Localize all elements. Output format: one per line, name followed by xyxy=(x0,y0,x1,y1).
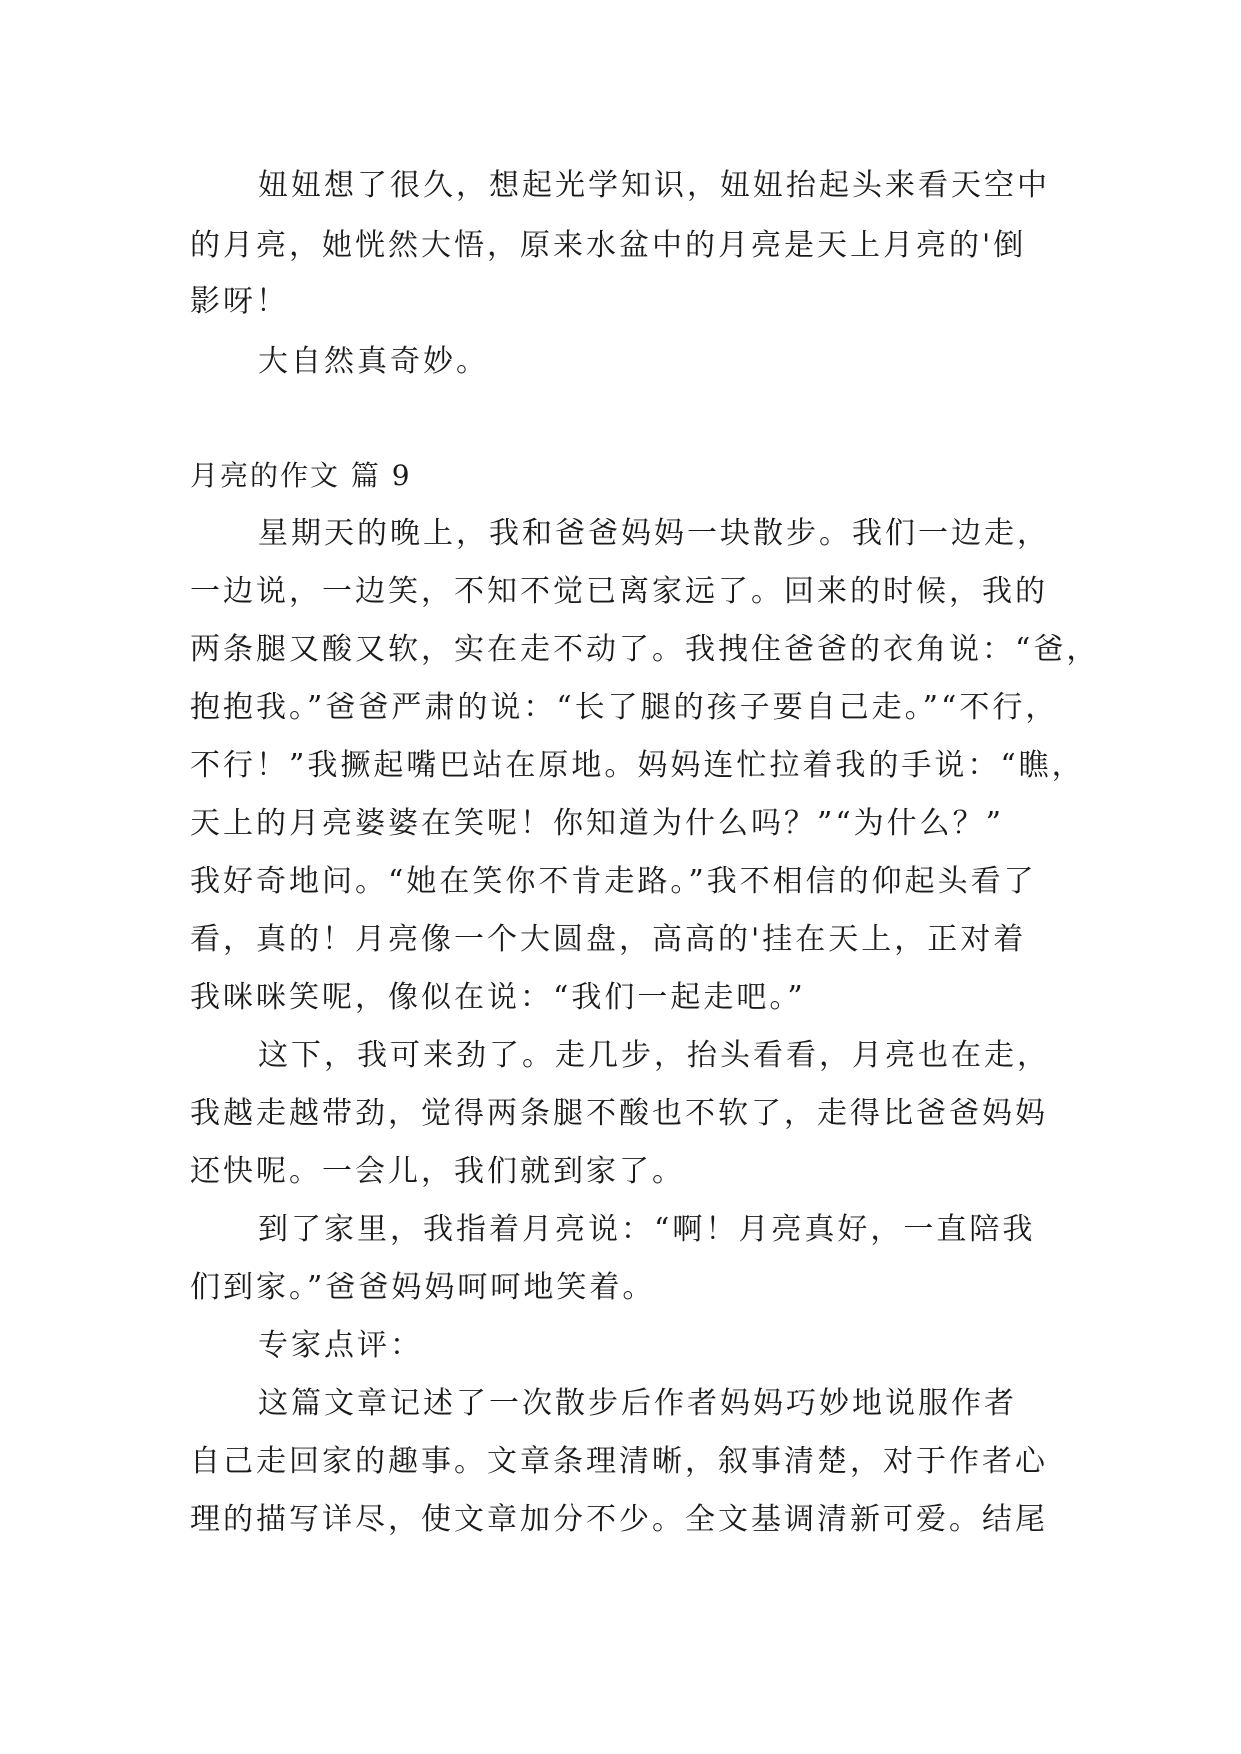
paragraph-line: 天上的月亮婆婆在笑呢！你知道为什么吗？”“为什么？” xyxy=(190,806,1005,841)
paragraph-line: 不行！”我撅起嘴巴站在原地。妈妈连忙拉着我的手说：“瞧， xyxy=(190,748,1085,783)
paragraph-line: 理的描写详尽，使文章加分不少。全文基调清新可爱。结尾 xyxy=(190,1502,1048,1537)
paragraph-line: 两条腿又酸又软，实在走不动了。我拽住爸爸的衣角说：“爸， xyxy=(190,632,1100,667)
paragraph-line: 们到家。”爸爸妈妈呵呵地笑着。 xyxy=(190,1270,656,1305)
paragraph-line: 我越走越带劲，觉得两条腿不酸也不软了，走得比爸爸妈妈 xyxy=(190,1096,1048,1131)
paragraph-line: 到了家里，我指着月亮说：“啊！月亮真好，一直陪我 xyxy=(258,1212,1036,1247)
paragraph-line: 这篇文章记述了一次散步后作者妈妈巧妙地说服作者 xyxy=(258,1386,1017,1421)
paragraph-line: 一边说，一边笑，不知不觉已离家远了。回来的时候，我的 xyxy=(190,574,1048,609)
paragraph-line: 自己走回家的趣事。文章条理清晰，叙事清楚，对于作者心 xyxy=(190,1444,1048,1479)
paragraph-line: 抱抱我。”爸爸严肃的说：“长了腿的孩子要自己走。”“不行， xyxy=(190,690,1059,725)
paragraph-line: 妞妞想了很久，想起光学知识，妞妞抬起头来看天空中 xyxy=(258,168,1050,203)
paragraph-line: 影呀！ xyxy=(190,284,289,319)
paragraph-line: 的月亮，她恍然大悟，原来水盆中的月亮是天上月亮的'倒 xyxy=(190,228,1027,263)
paragraph-line: 这下，我可来劲了。走几步，抬头看看，月亮也在走， xyxy=(258,1038,1050,1073)
paragraph-line: 还快呢。一会儿，我们就到家了。 xyxy=(190,1154,685,1189)
paragraph-line: 星期天的晚上，我和爸爸妈妈一块散步。我们一边走， xyxy=(258,516,1050,551)
paragraph-line: 看，真的！月亮像一个大圆盘，高高的'挂在天上，正对着 xyxy=(190,922,1027,957)
paragraph-line: 我咪咪笑呢，像似在说：“我们一起走吧。” xyxy=(190,980,806,1015)
section-title: 月亮的作文 篇 9 xyxy=(190,459,412,492)
paragraph-line: 专家点评： xyxy=(258,1328,423,1363)
paragraph-line: 我好奇地问。“她在笑你不肯走路。”我不相信的仰起头看了 xyxy=(190,864,1037,899)
paragraph-line: 大自然真奇妙。 xyxy=(258,344,489,379)
